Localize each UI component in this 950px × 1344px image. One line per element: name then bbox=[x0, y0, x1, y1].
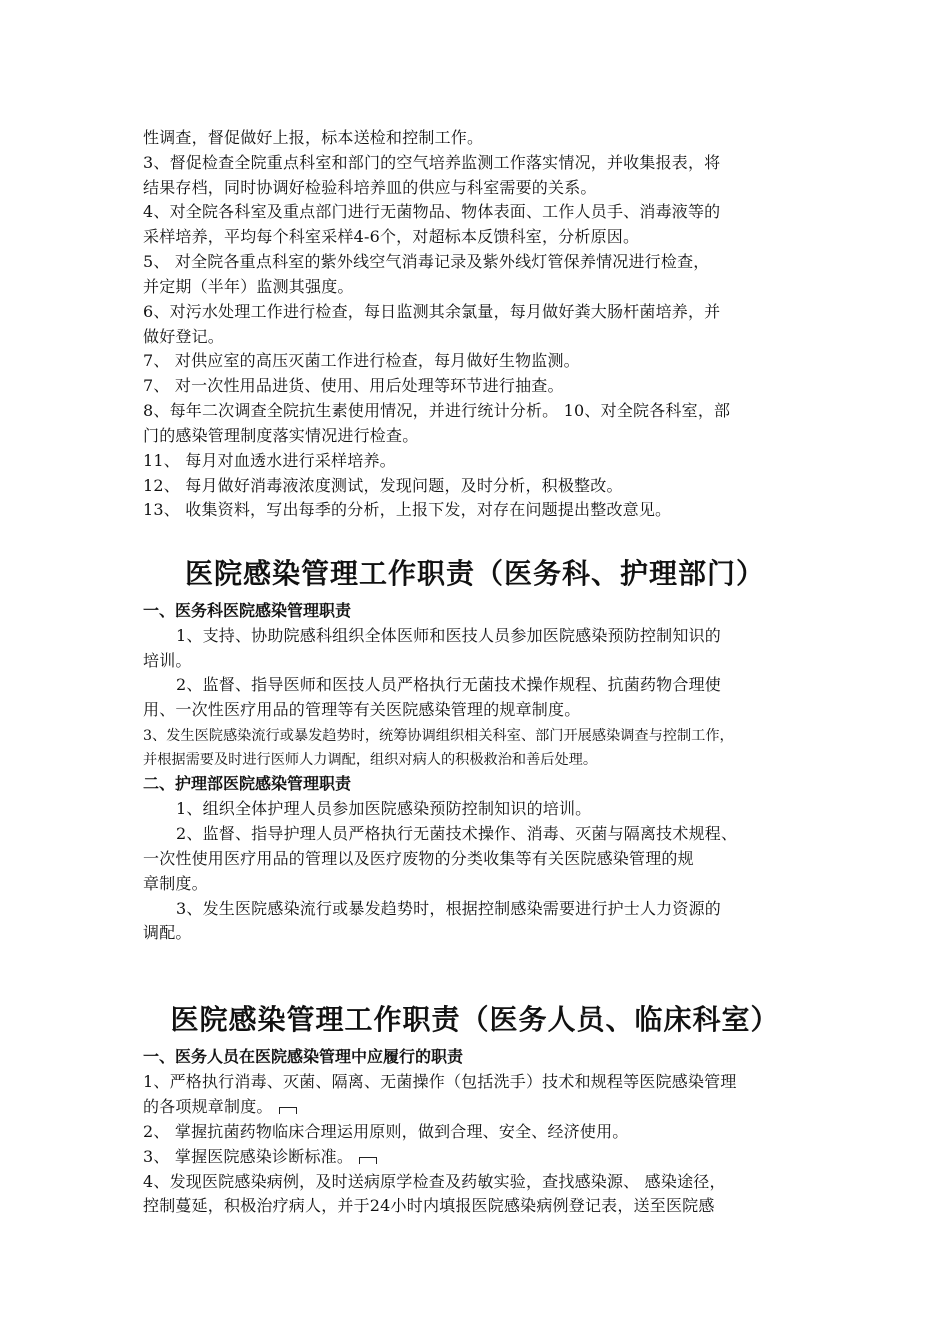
text-line: 4、发现医院感染病例，及时送病原学检查及药敏实验，查找感染源、 感染途径， bbox=[143, 1172, 726, 1191]
text-line: 13、 收集资料，写出每季的分析，上报下发，对存在问题提出整改意见。 bbox=[143, 500, 672, 519]
text-line: 培训。 bbox=[143, 651, 192, 670]
subsection-heading: 二、护理部医院感染管理职责 bbox=[143, 774, 352, 793]
text-line: 2、监督、指导护理人员严格执行无菌技术操作、消毒、灭菌与隔离技术规程、 bbox=[176, 824, 738, 843]
text-line: 性调查，督促做好上报，标本送检和控制工作。 bbox=[143, 128, 484, 147]
text-line: 结果存档，同时协调好检验科培养皿的供应与科室需要的关系。 bbox=[143, 178, 597, 197]
text-line: 12、 每月做好消毒液浓度测试，发现问题，及时分析，积极整改。 bbox=[143, 476, 623, 495]
text-line: 2、 掌握抗菌药物临床合理运用原则，做到合理、安全、经济使用。 bbox=[143, 1122, 629, 1141]
text-line: 3、发生医院感染流行或暴发趋势时，统筹协调组织相关科室、部门开展感染调查与控制工作， bbox=[143, 728, 734, 744]
text-line: 章制度。 bbox=[143, 874, 208, 893]
revision-mark-icon bbox=[359, 1157, 377, 1164]
section-title: 医院感染管理工作职责（医务人员、临床科室） bbox=[170, 1003, 780, 1036]
text-line: 6、对污水处理工作进行检查，每日监测其余氯量，每月做好粪大肠杆菌培养，并 bbox=[143, 302, 721, 321]
text-line: 做好登记。 bbox=[143, 327, 225, 346]
text-line: 1、支持、协助院感科组织全体医师和医技人员参加医院感染预防控制知识的 bbox=[176, 626, 721, 645]
subsection-heading: 一、医务人员在医院感染管理中应履行的职责 bbox=[143, 1047, 464, 1066]
text-line: 2、监督、指导医师和医技人员严格执行无菌技术操作规程、抗菌药物合理使 bbox=[176, 675, 721, 694]
text-line: 3、发生医院感染流行或暴发趋势时，根据控制感染需要进行护士人力资源的 bbox=[176, 899, 721, 918]
text-line: 门的感染管理制度落实情况进行检查。 bbox=[143, 426, 419, 445]
text-line: 8、每年二次调查全院抗生素使用情况，并进行统计分析。 10、对全院各科室，部 bbox=[143, 401, 731, 420]
text-line: 5、 对全院各重点科室的紫外线空气消毒记录及紫外线灯管保养情况进行检查， bbox=[143, 252, 710, 271]
text-segment: 的各项规章制度。 bbox=[143, 1097, 273, 1116]
text-line bbox=[143, 1146, 377, 1168]
text-line: 11、 每月对血透水进行采样培养。 bbox=[143, 451, 396, 470]
text-line: 1、严格执行消毒、灭菌、隔离、无菌操作（包括洗手）技术和规程等医院感染管理 bbox=[143, 1072, 737, 1091]
text-line: 控制蔓延，积极治疗病人，并于24小时内填报医院感染病例登记表，送至医院感 bbox=[143, 1196, 715, 1215]
text-segment: 3、 掌握医院感染诊断标准。 bbox=[143, 1147, 354, 1166]
text-line: 并根据需要及时进行医师人力调配，组织对病人的积极救治和善后处理。 bbox=[143, 752, 598, 768]
section-title: 医院感染管理工作职责（医务科、护理部门） bbox=[184, 557, 765, 590]
text-line: 一次性使用医疗用品的管理以及医疗废物的分类收集等有关医院感染管理的规 bbox=[143, 849, 694, 868]
text-line: 调配。 bbox=[143, 923, 192, 942]
revision-mark-icon bbox=[279, 1107, 297, 1114]
text-line: 采样培养，平均每个科室采样4-6个，对超标本反馈科室，分析原因。 bbox=[143, 227, 640, 246]
text-line: 3、督促检查全院重点科室和部门的空气培养监测工作落实情况，并收集报表，将 bbox=[143, 153, 721, 172]
text-line: 用、一次性医疗用品的管理等有关医院感染管理的规章制度。 bbox=[143, 700, 581, 719]
subsection-heading: 一、医务科医院感染管理职责 bbox=[143, 601, 352, 620]
text-line bbox=[143, 1096, 297, 1118]
text-line: 7、 对供应室的高压灭菌工作进行检查，每月做好生物监测。 bbox=[143, 351, 580, 370]
text-line: 4、对全院各科室及重点部门进行无菌物品、物体表面、工作人员手、消毒液等的 bbox=[143, 202, 721, 221]
text-line: 1、组织全体护理人员参加医院感染预防控制知识的培训。 bbox=[176, 799, 592, 818]
text-line: 7、 对一次性用品进货、使用、用后处理等环节进行抽查。 bbox=[143, 376, 564, 395]
text-line: 并定期（半年）监测其强度。 bbox=[143, 277, 354, 296]
